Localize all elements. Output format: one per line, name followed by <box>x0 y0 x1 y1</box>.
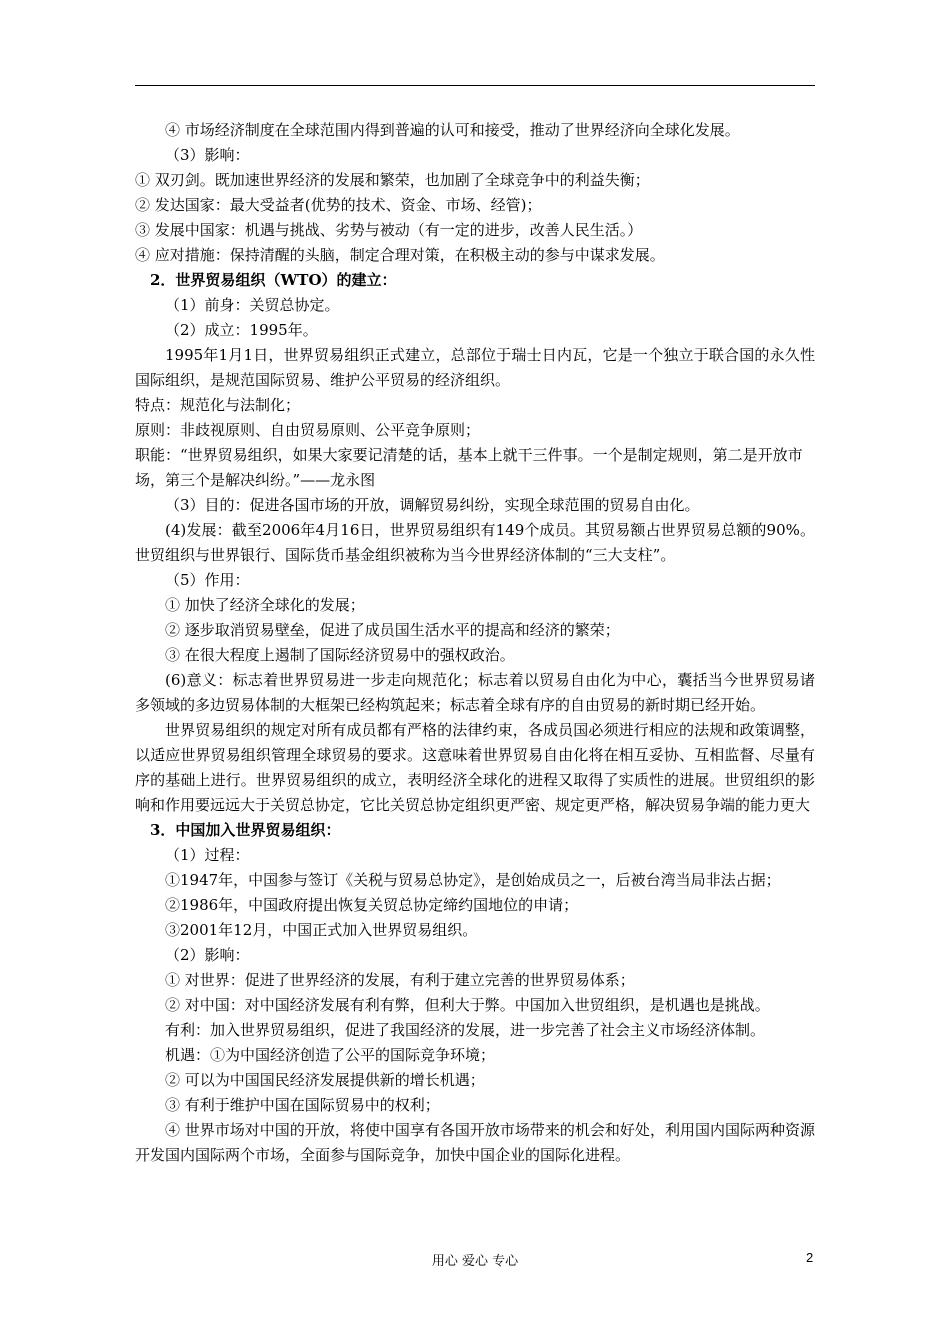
text-line: ① 对世界：促进了世界经济的发展，有利于建立完善的世界贸易体系； <box>165 971 635 989</box>
text-line: 世界贸易组织的规定对所有成员都有严格的法律约束，各成员国必须进行相应的法规和政策调整，以适应世界贸易组织管理全球贸易的要求。这意味着世界贸易自由化将在相互妥协、互相监督、尽量有序的基础上进行。世界贸易组织的成立，表明经济全球化的进程又取得了实质性的进展。世贸组织的影响和作用要远远大于关贸总协定，它比关贸总协定组织更严密、规定更严格，解决贸易争端的能力更大 <box>135 721 815 814</box>
text-line: ③2001年12月，中国正式加入世界贸易组织。 <box>165 921 478 939</box>
text-line: （1）过程： <box>165 846 250 864</box>
text-line: (6)意义：标志着世界贸易进一步走向规范化；标志着以贸易自由化为中心，囊括当今世界贸易诸多领域的多边贸易体制的大框架已经构筑起来；标志着全球有序的自由贸易的新时期已经开始。 <box>135 671 815 714</box>
text-line: （2）影响： <box>165 946 250 964</box>
text-line: ④ 市场经济制度在全球范围内得到普遍的认可和接受，推动了世界经济向全球化发展。 <box>165 121 740 139</box>
text-line: 机遇：①为中国经济创造了公平的国际竞争环境； <box>165 1046 496 1064</box>
text-line: （3）影响： <box>165 146 250 164</box>
text-line: ① 双刃剑。既加速世界经济的发展和繁荣，也加剧了全球竞争中的利益失衡； <box>135 171 650 189</box>
text-line: ① 加快了经济全球化的发展； <box>165 596 365 614</box>
text-line: ③ 在很大程度上遏制了国际经济贸易中的强权政治。 <box>165 646 515 664</box>
text-line: （3）目的：促进各国市场的开放，调解贸易纠纷，实现全球范围的贸易自由化。 <box>165 496 700 514</box>
text-line: 1995年1月1日，世界贸易组织正式建立，总部位于瑞士日内瓦，它是一个独立于联合国的永久性国际组织，是规范国际贸易、维护公平贸易的经济组织。 <box>135 346 815 389</box>
text-line: （1）前身：关贸总协定。 <box>165 296 340 314</box>
text-line: （2）成立：1995年。 <box>165 321 318 339</box>
text-line: ② 发达国家：最大受益者(优势的技术、资金、市场、经管)； <box>135 196 542 214</box>
text-line: ①1947年，中国参与签订《关税与贸易总协定》，是创始成员之一，后被台湾当局非法占据； <box>165 871 781 889</box>
document-body <box>135 118 815 1168</box>
text-line: 职能：“世界贸易组织，如果大家要记清楚的话，基本上就干三件事。一个是制定规则，第二是开放市场，第三个是解决纠纷。”——龙永图 <box>135 446 803 489</box>
text-line: 2．世界贸易组织（WTO）的建立： <box>150 271 397 289</box>
text-line: ③ 发展中国家：机遇与挑战、劣势与被动（有一定的进步，改善人民生活。） <box>135 221 643 239</box>
page-number: 2 <box>806 1250 814 1265</box>
text-line: ② 对中国：对中国经济发展有利有弊，但利大于弊。中国加入世贸组织，是机遇也是挑战。 <box>165 996 770 1014</box>
text-line: ② 可以为中国国民经济发展提供新的增长机遇； <box>165 1071 485 1089</box>
text-line: ② 逐步取消贸易壁垒，促进了成员国生活水平的提高和经济的繁荣； <box>165 621 620 639</box>
header-rule <box>135 85 815 86</box>
text-line: 特点：规范化与法制化； <box>135 396 301 414</box>
text-line: (4)发展：截至2006年4月16日，世界贸易组织有149个成员。其贸易额占世界贸易总额的90%。世贸组织与世界银行、国际货币基金组织被称为当今世界经济体制的“三大支柱”。 <box>135 521 815 564</box>
text-line: （5）作用： <box>165 571 250 589</box>
text-line: 有利：加入世界贸易组织，促进了我国经济的发展，进一步完善了社会主义市场经济体制。 <box>165 1021 766 1039</box>
footer-motto: 用心 爱心 专心 <box>431 1254 519 1269</box>
text-line: ②1986年，中国政府提出恢复关贸总协定缔约国地位的申请； <box>165 896 579 914</box>
text-line: ④ 应对措施：保持清醒的头脑，制定合理对策，在积极主动的参与中谋求发展。 <box>135 246 665 264</box>
text-line: ④ 世界市场对中国的开放，将使中国享有各国开放市场带来的机会和好处，利用国内国际两种资源开发国内国际两个市场，全面参与国际竞争，加快中国企业的国际化进程。 <box>135 1121 815 1164</box>
text-line: ③ 有利于维护中国在国际贸易中的权利； <box>165 1096 440 1114</box>
text-line: 原则：非歧视原则、自由贸易原则、公平竞争原则； <box>135 421 481 439</box>
text-line: 3．中国加入世界贸易组织： <box>150 821 341 839</box>
